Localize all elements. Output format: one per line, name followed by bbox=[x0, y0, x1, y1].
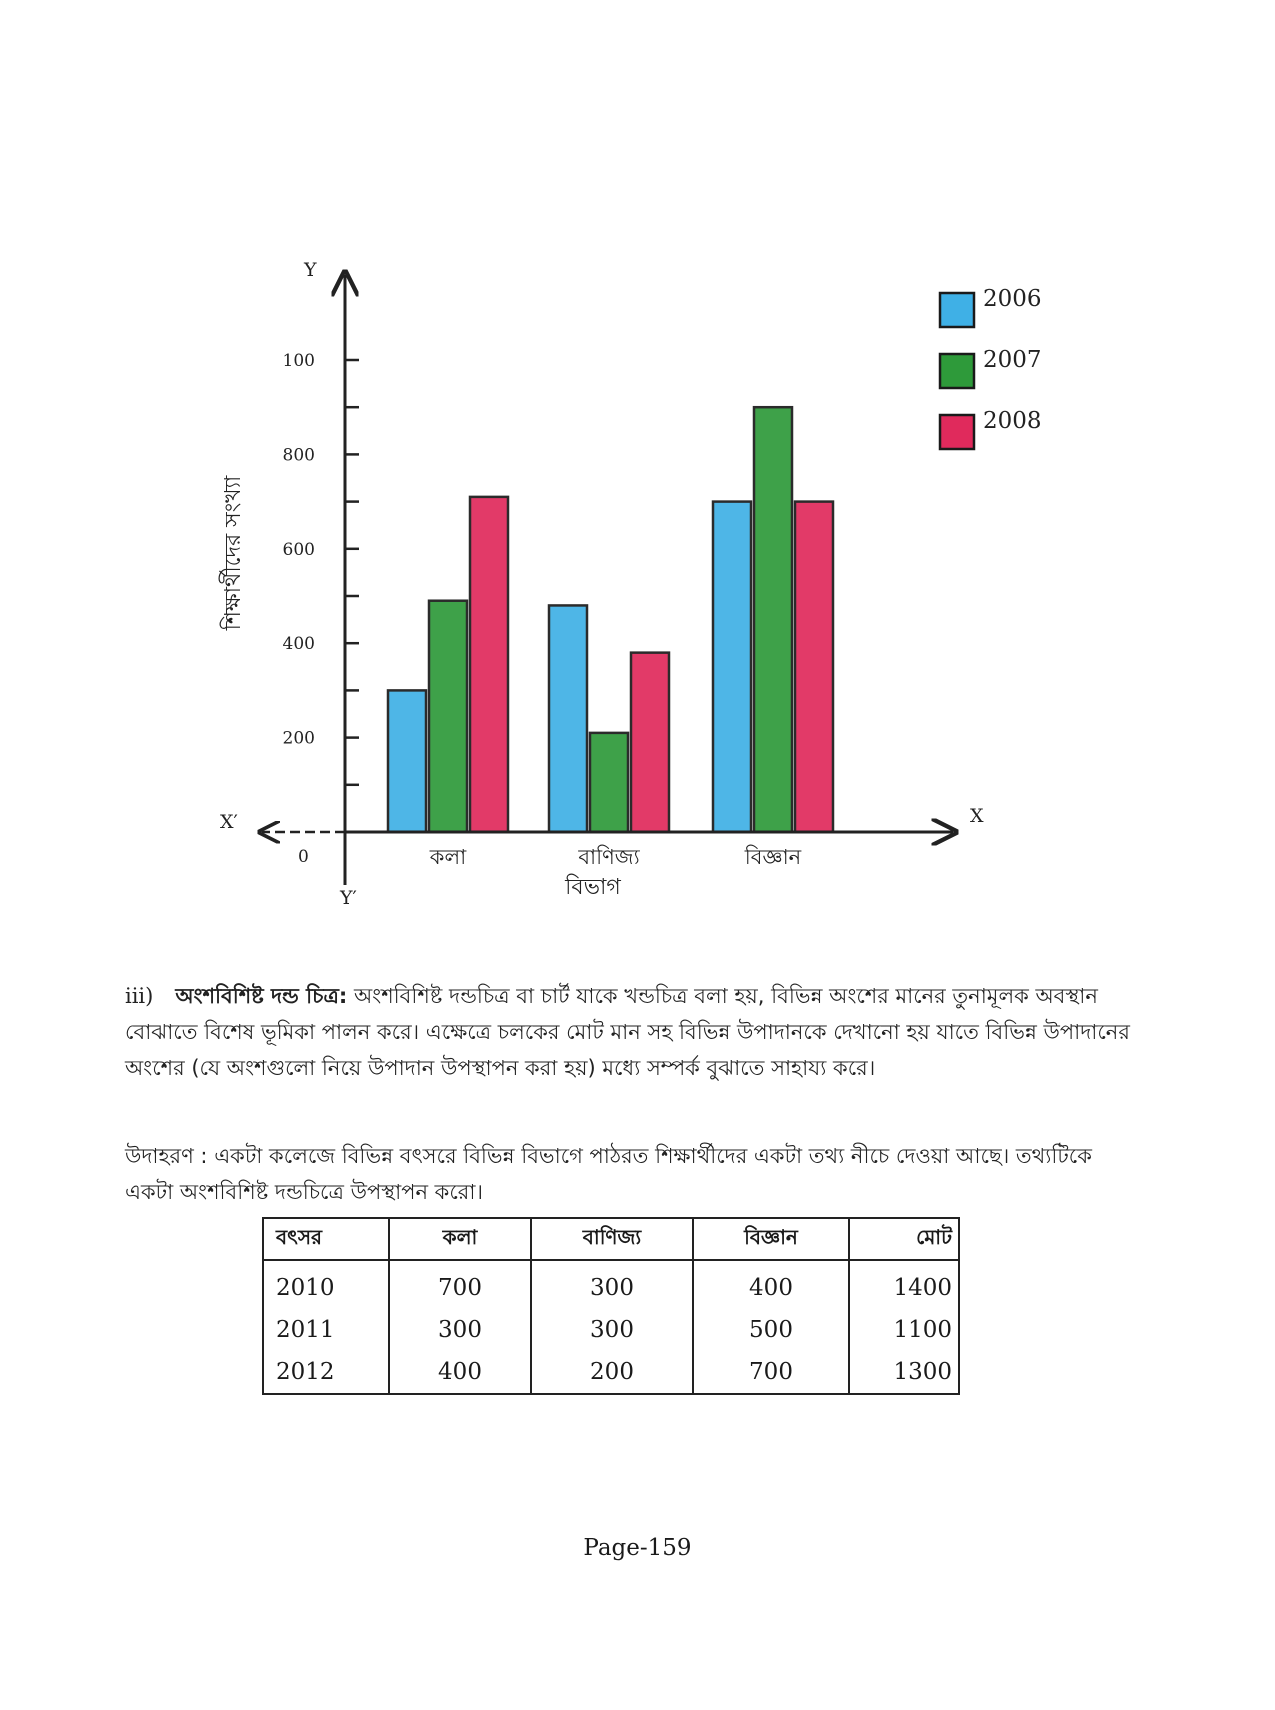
bar-2006-1 bbox=[549, 605, 587, 832]
cell-total: 1400 bbox=[849, 1260, 959, 1309]
y-axis-bottom-label: Y′ bbox=[340, 887, 357, 909]
category-label: বিজ্ঞান bbox=[744, 845, 802, 869]
bar-2008-1 bbox=[631, 653, 669, 832]
legend-label-2008: 2008 bbox=[983, 408, 1042, 434]
example-text: উদাহরণ : একটা কলেজে বিভিন্ন বৎসরে বিভিন্ন বিভাগে পাঠরত শিক্ষার্থীদের একটা তথ্য নীচে দেওয়া আছে। তথ্যটিকে একটা অংশবিশিষ্ট দন্ডচিত্রে উপস্থাপন করো। bbox=[125, 1144, 1092, 1204]
cell-year: 2010 bbox=[263, 1260, 389, 1309]
category-label: বাণিজ্য bbox=[578, 845, 640, 869]
legend-label-2007: 2007 bbox=[983, 347, 1042, 373]
cell-arts: 300 bbox=[389, 1309, 531, 1351]
legend-label-2006: 2006 bbox=[983, 286, 1042, 312]
y-tick-label: 400 bbox=[282, 634, 315, 655]
bar-2006-0 bbox=[388, 690, 426, 832]
cell-science: 500 bbox=[693, 1309, 849, 1351]
header-science: বিজ্ঞান bbox=[693, 1218, 849, 1260]
table-header-row bbox=[263, 1218, 959, 1260]
cell-total: 1100 bbox=[849, 1309, 959, 1351]
y-tick-label: 800 bbox=[282, 445, 315, 466]
cell-science: 400 bbox=[693, 1260, 849, 1309]
bar-2007-2 bbox=[754, 407, 792, 832]
page-number: Page-159 bbox=[583, 1535, 692, 1561]
cell-commerce: 200 bbox=[531, 1351, 693, 1394]
example-paragraph bbox=[125, 1138, 1135, 1210]
cell-arts: 700 bbox=[389, 1260, 531, 1309]
y-axis-title: শিক্ষার্থীদের সংখ্যা bbox=[221, 475, 246, 631]
header-commerce: বাণিজ্য bbox=[531, 1218, 693, 1260]
bar-2008-2 bbox=[795, 502, 833, 832]
x-axis-left-label: X′ bbox=[220, 811, 238, 833]
cell-year: 2011 bbox=[263, 1309, 389, 1351]
table-row bbox=[263, 1351, 959, 1394]
cell-commerce: 300 bbox=[531, 1260, 693, 1309]
x-axis-title: বিভাগ bbox=[565, 875, 621, 900]
bar-2007-1 bbox=[590, 733, 628, 832]
section-number: iii) bbox=[125, 984, 154, 1008]
category-label: কলা bbox=[429, 845, 467, 869]
bar-2007-0 bbox=[429, 601, 467, 832]
y-tick-label: 200 bbox=[282, 728, 315, 749]
y-tick-label: 600 bbox=[282, 539, 315, 560]
bar-2008-0 bbox=[470, 497, 508, 832]
header-year: বৎসর bbox=[263, 1218, 389, 1260]
legend-swatch-2008 bbox=[940, 415, 974, 449]
table-row bbox=[263, 1309, 959, 1351]
cell-year: 2012 bbox=[263, 1351, 389, 1394]
section-iii-paragraph bbox=[125, 978, 1135, 1086]
header-arts: কলা bbox=[389, 1218, 531, 1260]
legend-swatch-2006 bbox=[940, 293, 974, 327]
y-axis-top-label: Y bbox=[304, 259, 317, 281]
section-heading: অংশবিশিষ্ট দন্ড চিত্র: bbox=[175, 984, 348, 1008]
bar-2006-2 bbox=[713, 502, 751, 832]
cell-science: 700 bbox=[693, 1351, 849, 1394]
y-tick-label: 100 bbox=[282, 351, 315, 371]
cell-commerce: 300 bbox=[531, 1309, 693, 1351]
data-table bbox=[262, 1217, 960, 1395]
legend-swatch-2007 bbox=[940, 354, 974, 388]
header-total: মোট bbox=[849, 1218, 959, 1260]
x-axis-right-label: X bbox=[970, 805, 984, 827]
origin-label: 0 bbox=[298, 847, 309, 867]
cell-total: 1300 bbox=[849, 1351, 959, 1394]
table-row bbox=[263, 1260, 959, 1309]
cell-arts: 400 bbox=[389, 1351, 531, 1394]
section-text: অংশবিশিষ্ট দন্ডচিত্র বা চার্ট যাকে খন্ডচিত্র বলা হয়, বিভিন্ন অংশের মানের তুনামূলক অবস্থান বোঝাতে বিশেষ ভূমিকা পালন করে। এক্ষেত্রে চলকের মোট মান সহ বিভিন্ন উপাদানকে দেখানো হয় যাতে বিভিন্ন উপাদানের অংশের (যে অংশগুলো নিয়ে উপাদান উপস্থাপন করা হয়) মধ্যে সম্পর্ক বুঝাতে সাহায্য করে। bbox=[125, 984, 1130, 1080]
